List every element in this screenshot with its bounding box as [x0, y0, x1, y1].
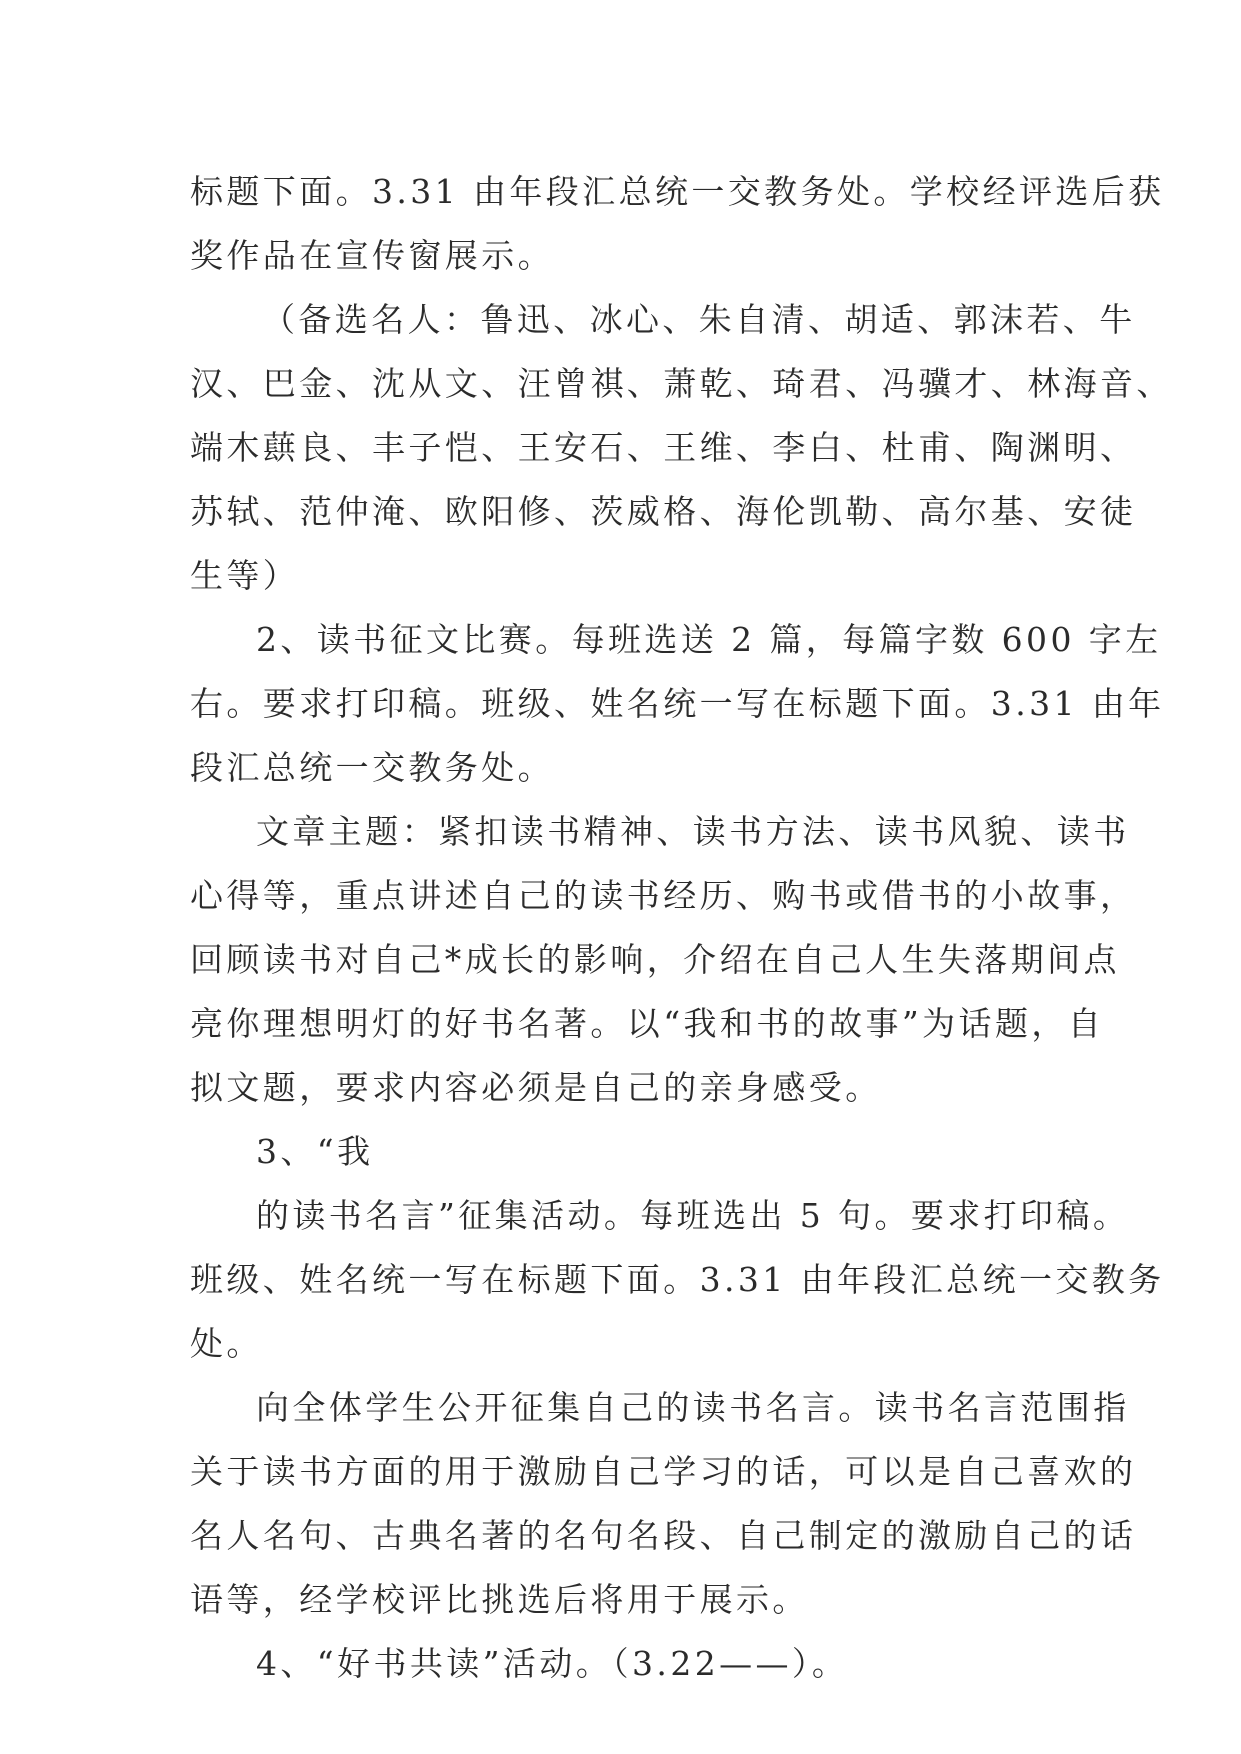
text-line: 汉、巴金、沈从文、汪曾祺、萧乾、琦君、冯骥才、林海音、	[190, 364, 1173, 403]
text-line: 生等）	[190, 556, 300, 595]
text-line: 奖作品在宣传窗展示。	[190, 236, 554, 275]
text-line: 苏轼、范仲淹、欧阳修、茨威格、海伦凯勒、高尔基、安徒	[190, 492, 1137, 531]
text-line: 端木蕻良、丰子恺、王安石、王维、李白、杜甫、陶渊明、	[190, 428, 1137, 467]
text-line: 右。要求打印稿。班级、姓名统一写在标题下面。3.31 由年	[190, 684, 1165, 723]
text-line: （备选名人：鲁迅、冰心、朱自清、胡适、郭沫若、牛	[262, 300, 1136, 339]
text-line: 文章主题：紧扣读书精神、读书方法、读书风貌、读书	[256, 812, 1130, 851]
text-line: 2、读书征文比赛。每班选送 2 篇，每篇字数 600 字左	[256, 620, 1162, 659]
text-line: 关于读书方面的用于激励自己学习的话，可以是自己喜欢的	[190, 1452, 1137, 1491]
text-line: 拟文题，要求内容必须是自己的亲身感受。	[190, 1068, 882, 1107]
text-line: 的读书名言”征集活动。每班选出 5 句。要求打印稿。	[256, 1196, 1130, 1235]
text-line: 心得等，重点讲述自己的读书经历、购书或借书的小故事，	[190, 876, 1137, 915]
text-line: 标题下面。3.31 由年段汇总统一交教务处。学校经评选后获	[190, 172, 1165, 211]
text-line: 段汇总统一交教务处。	[190, 748, 554, 787]
text-line: 向全体学生公开征集自己的读书名言。读书名言范围指	[256, 1388, 1130, 1427]
text-line: 4、“好书共读”活动。（3.22——）。	[256, 1644, 849, 1683]
text-line: 班级、姓名统一写在标题下面。3.31 由年段汇总统一交教务	[190, 1260, 1165, 1299]
text-line: 3、“我	[256, 1132, 374, 1171]
document-body	[190, 160, 1173, 1696]
text-line: 语等，经学校评比挑选后将用于展示。	[190, 1580, 809, 1619]
text-line: 亮你理想明灯的好书名著。以“我和书的故事”为话题，自	[190, 1004, 1105, 1043]
text-line: 回顾读书对自己*成长的影响，介绍在自己人生失落期间点	[190, 940, 1120, 979]
text-line: 处。	[190, 1324, 263, 1363]
text-line: 名人名句、古典名著的名句名段、自己制定的激励自己的话	[190, 1516, 1137, 1555]
